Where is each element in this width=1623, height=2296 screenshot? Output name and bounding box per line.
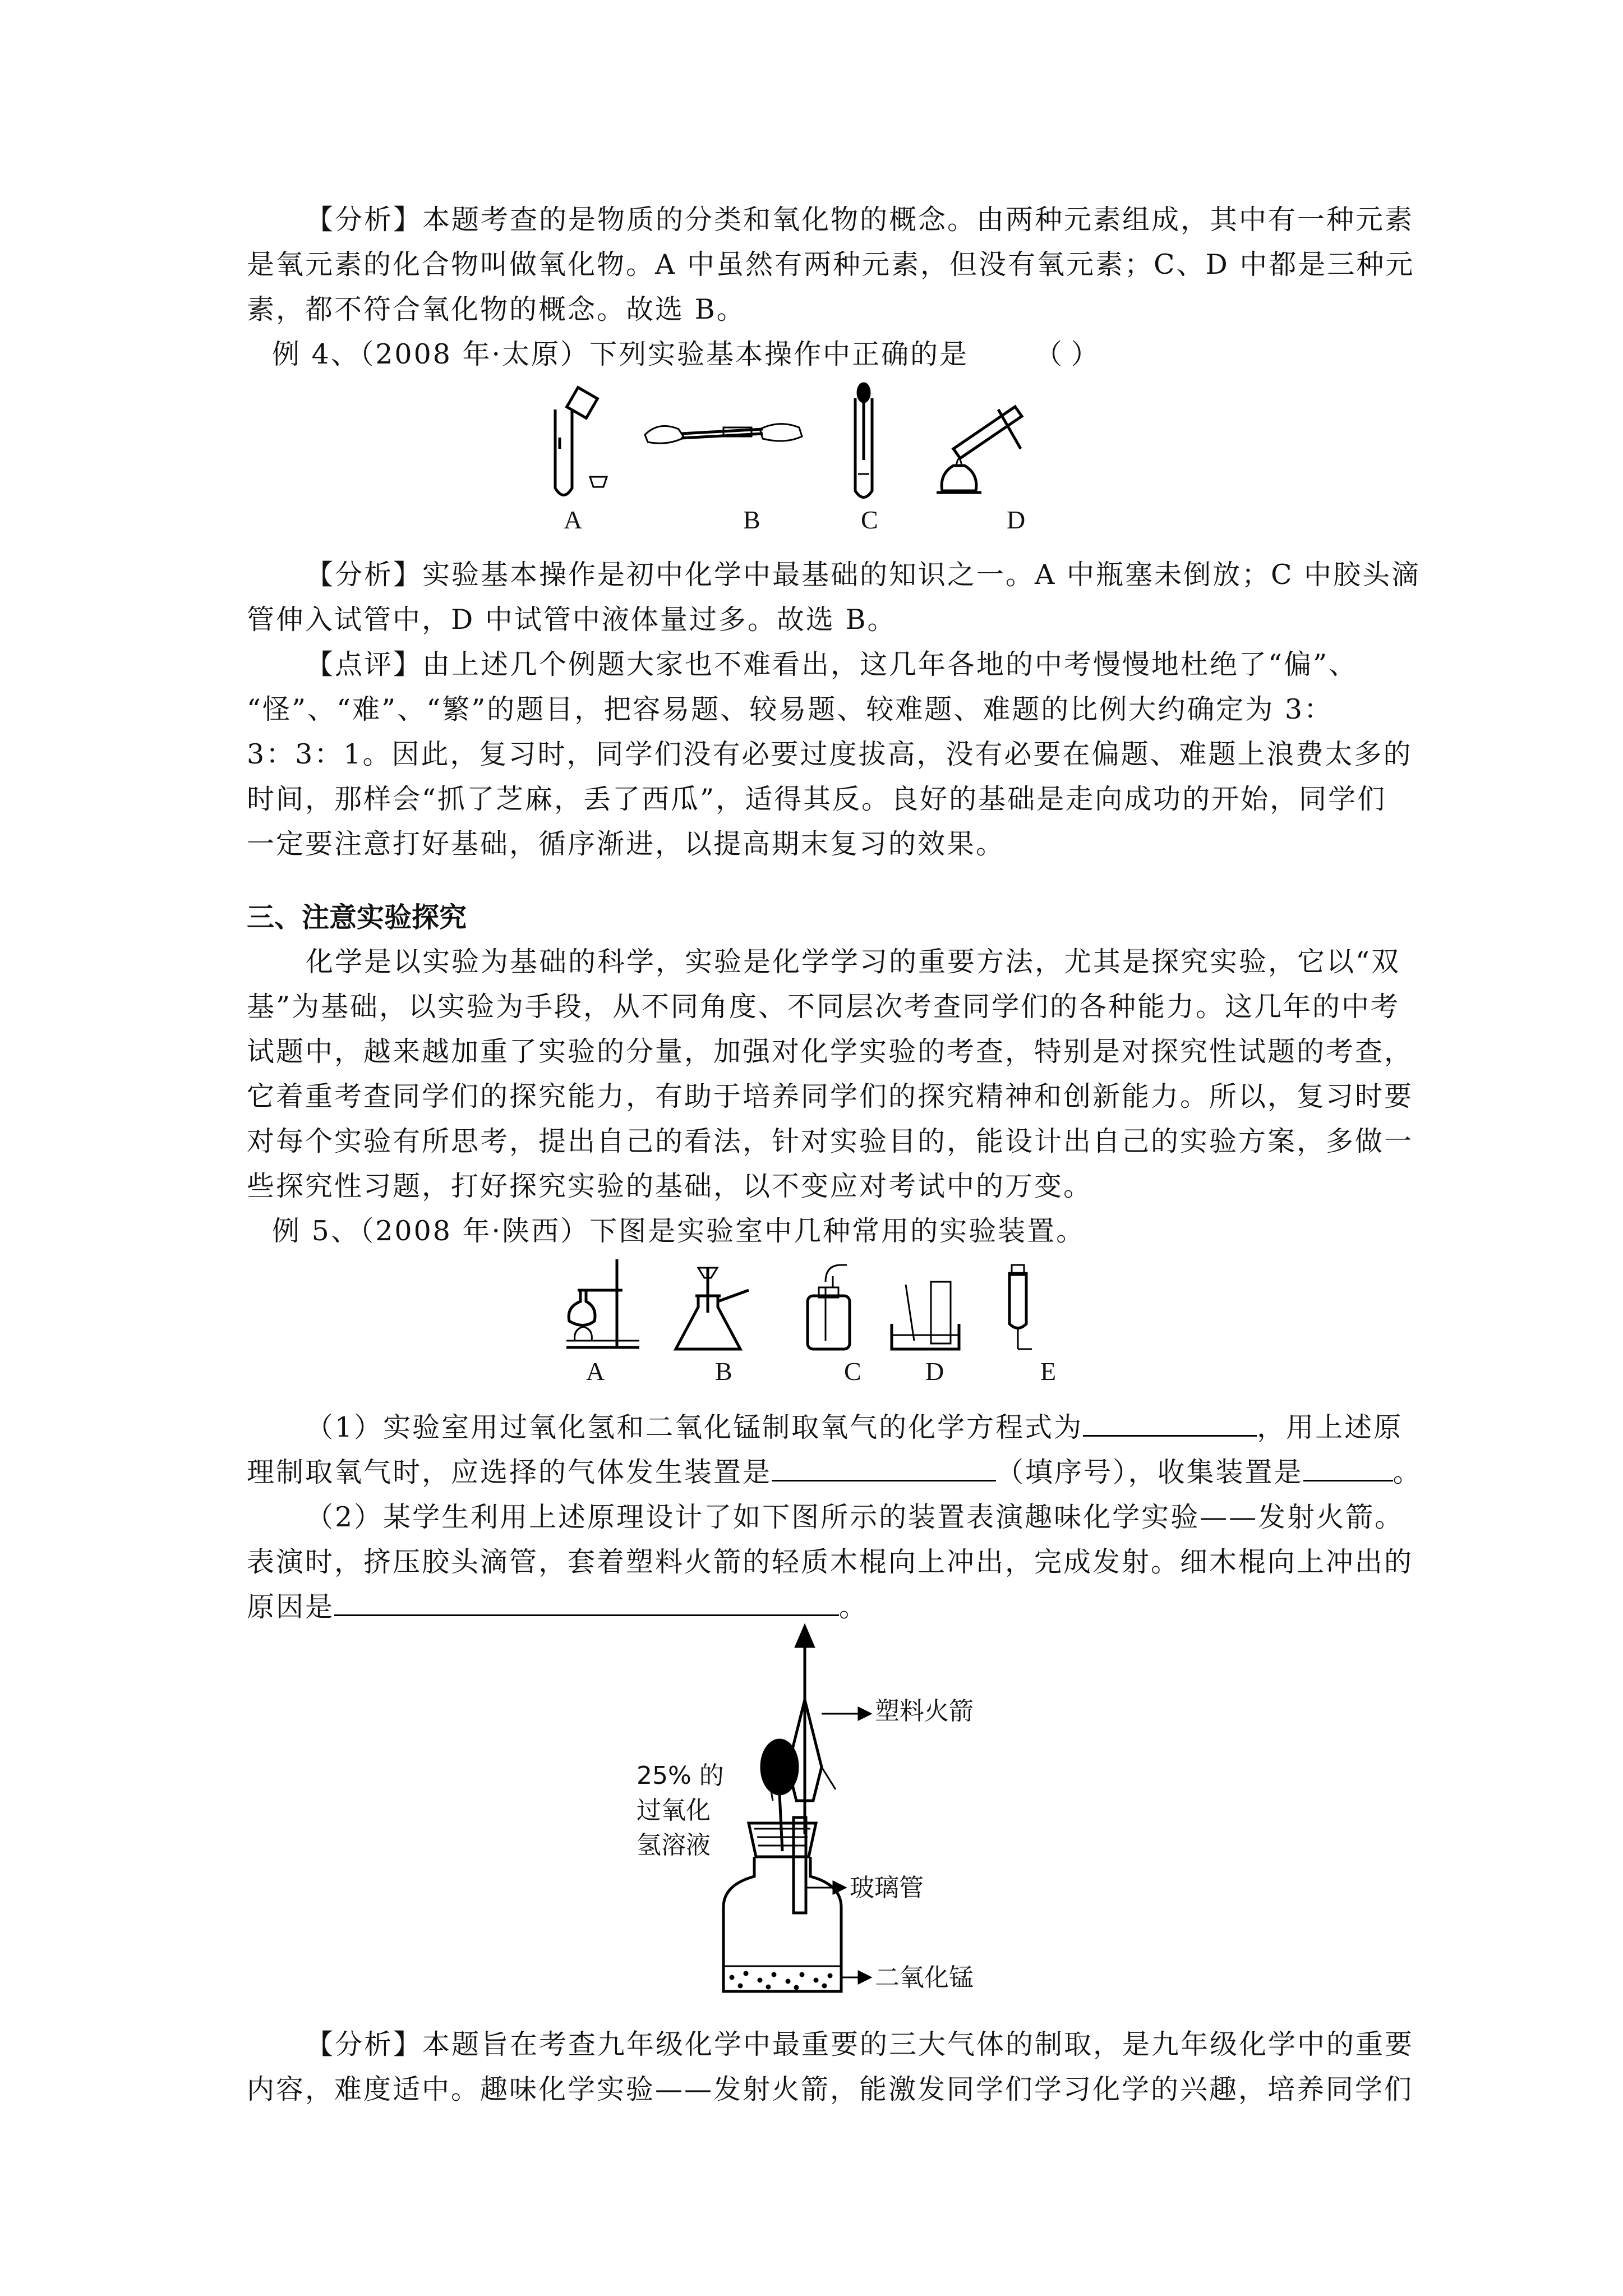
label-plastic-rocket: 塑料火箭	[875, 1697, 974, 1726]
text-line: 试题中，越来越加重了实验的分量，加强对化学实验的考查，特别是对探究性试题的考查，	[247, 1036, 1414, 1068]
answer-blank-reason[interactable]	[334, 1590, 839, 1616]
text-line: 化学是以实验为基础的科学，实验是化学学习的重要方法，尤其是探究实验，它以“双	[306, 946, 1401, 978]
ex4-figure-a	[555, 388, 607, 495]
question-text: 理制取氧气时，应选择的气体发生装置是	[247, 1456, 772, 1488]
label-solution-line-1: 25% 的	[637, 1761, 724, 1790]
text-line: 些探究性习题，打好探究实验的基础，以不变应对考试中的万变。	[247, 1170, 1093, 1202]
answer-blank-equation[interactable]	[1083, 1410, 1257, 1437]
text-line: 【点评】由上述几个例题大家也不难看出，这几年各地的中考慢慢地杜绝了“偏”、	[306, 648, 1358, 680]
text-line: 表演时，挤压胶头滴管，套着塑料火箭的轻质木棍向上冲出，完成发射。细木棍向上冲出的	[247, 1546, 1414, 1578]
section-heading: 三、注意实验探究	[247, 901, 467, 933]
text-line: 管伸入试管中，D 中试管中液体量过多。故选 B。	[247, 604, 897, 636]
ex5-label-d: D	[925, 1357, 944, 1386]
label-manganese-dioxide: 二氧化锰	[875, 1963, 974, 1992]
text-line: 基”为基础，以实验为手段，从不同角度、不同层次考查同学们的各种能力。这几年的中考	[247, 991, 1400, 1023]
text-line: 内容，难度适中。趣味化学实验——发射火箭，能激发同学们学习化学的兴趣，培养同学们	[247, 2073, 1414, 2105]
text-line: 对每个实验有所思考，提出自己的看法，针对实验目的，能设计出自己的实验方案，多做一	[247, 1125, 1414, 1157]
label-glass-tube: 玻璃管	[850, 1874, 924, 1902]
text-line: 【分析】实验基本操作是初中化学中最基础的知识之一。A 中瓶塞未倒放；C 中胶头滴	[306, 559, 1421, 591]
label-solution-line-3: 氢溶液	[637, 1831, 711, 1860]
ex5-figure-d	[892, 1282, 959, 1349]
answer-blank-collector[interactable]	[1303, 1455, 1393, 1481]
text-line: “怪”、“难”、“繁”的题目，把容易题、较易题、较难题、难题的比例大约确定为 3：	[247, 693, 1334, 725]
text-line: 一定要注意打好基础，循序渐进，以提高期末复习的效果。	[247, 828, 1006, 860]
ex5-figure-b	[676, 1268, 749, 1349]
answer-blank-generator[interactable]	[772, 1455, 996, 1481]
ex4-figure-b	[645, 424, 802, 444]
example-5-question: 例 5、（2008 年·陕西）下图是实验室中几种常用的实验装置。	[272, 1215, 1086, 1247]
text-line: 时间，那样会“抓了芝麻，丢了西瓜”，适得其反。良好的基础是走向成功的开始，同学们	[247, 783, 1387, 815]
ex5-apparatus-figure	[555, 1251, 1071, 1358]
question-text: ，用上述原	[1257, 1411, 1403, 1443]
ex5-label-e: E	[1040, 1357, 1057, 1386]
example-4-question: 例 4、（2008 年·太原）下列实验基本操作中正确的是	[272, 338, 969, 370]
text-line: 素，都不符合氧化物的概念。故选 B。	[247, 293, 746, 325]
ex4-label-b: B	[743, 505, 760, 534]
ex5-label-a: A	[586, 1357, 605, 1386]
ex5-figure-e	[1009, 1265, 1032, 1349]
ex4-apparatus-figure	[538, 376, 1088, 505]
ex4-label-c: C	[861, 505, 878, 534]
ex5-figure-a	[566, 1259, 639, 1347]
ex5-label-b: B	[715, 1357, 732, 1386]
ex5-label-c: C	[844, 1357, 861, 1386]
text-line: （2）某学生利用上述原理设计了如下图所示的装置表演趣味化学实验——发射火箭。	[306, 1501, 1404, 1533]
question-text: （填序号），收集装置是	[996, 1456, 1303, 1488]
question-1-line-1	[306, 1405, 1403, 1450]
question-1-line-2	[247, 1450, 1422, 1495]
label-solution-line-2: 过氧化	[637, 1796, 711, 1825]
text-line: 【分析】本题考查的是物质的分类和氧化物的概念。由两种元素组成，其中有一种元素	[306, 204, 1414, 236]
text-line: 它着重考查同学们的探究能力，有助于培养同学们的探究精神和创新能力。所以，复习时要	[247, 1080, 1414, 1112]
ex4-label-d: D	[1007, 505, 1026, 534]
question-text: （1）实验室用过氧化氢和二氧化锰制取氧气的化学方程式为	[306, 1411, 1083, 1443]
answer-bracket: （ ）	[1035, 338, 1099, 370]
question-text: 原因是	[247, 1591, 335, 1623]
ex4-label-a: A	[564, 505, 583, 534]
text-line: 3：3：1。因此，复习时，同学们没有必要过度拔高，没有必要在偏题、难题上浪费太多的	[247, 738, 1413, 770]
ex4-figure-d	[937, 407, 1022, 493]
ex5-figure-c	[808, 1265, 850, 1349]
text-line: 是氧元素的化合物叫做氧化物。A 中虽然有两种元素，但没有氧元素；C、D 中都是三种元	[247, 249, 1415, 280]
ex4-figure-c	[855, 384, 872, 498]
text-line: 【分析】本题旨在考查九年级化学中最重要的三大气体的制取，是九年级化学中的重要	[306, 2028, 1414, 2060]
question-text: 。	[1393, 1456, 1422, 1488]
question-text: 。	[839, 1591, 869, 1623]
